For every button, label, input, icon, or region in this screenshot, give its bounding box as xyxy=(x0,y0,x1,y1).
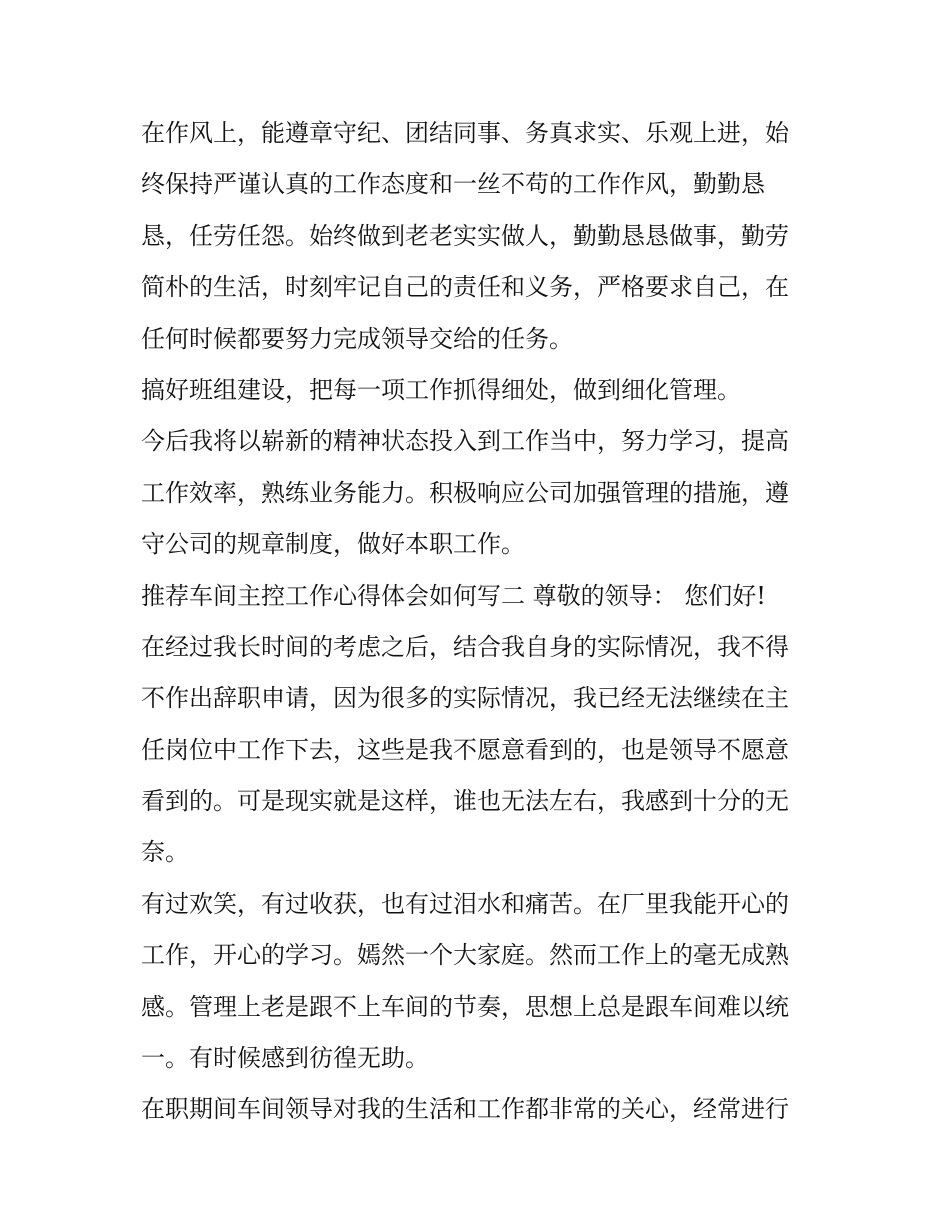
text-line: 简朴的生活，时刻牢记自己的责任和义务，严格要求自己，在 xyxy=(141,273,789,302)
text-line: 有过欢笑，有过收获，也有过泪水和痛苦。在厂里我能开心的 xyxy=(141,889,789,918)
text-line: 奈。 xyxy=(141,838,189,867)
text-line: 在经过我长时间的考虑之后，结合我自身的实际情况，我不得 xyxy=(141,632,789,661)
text-line: 推荐车间主控工作心得体会如何写二 尊敬的领导： 您们好! xyxy=(141,581,766,610)
text-line: 在作风上，能遵章守纪、团结同事、务真求实、乐观上进，始 xyxy=(141,119,789,147)
text-line: 在职期间车间领导对我的生活和工作都非常的关心，经常进行 xyxy=(141,1095,789,1124)
text-line: 终保持严谨认真的工作态度和一丝不苟的工作作风，勤勤恳 xyxy=(141,170,765,199)
text-line: 工作，开心的学习。嫣然一个大家庭。然而工作上的毫无成熟 xyxy=(141,941,789,970)
text-line: 今后我将以崭新的精神状态投入到工作当中，努力学习，提高 xyxy=(141,427,789,456)
text-line: 感。管理上老是跟不上车间的节奏，思想上总是跟车间难以统 xyxy=(141,992,789,1021)
text-line: 恳，任劳任怨。始终做到老老实实做人，勤勤恳恳做事，勤劳 xyxy=(141,221,789,250)
text-line: 不作出辞职申请，因为很多的实际情况，我已经无法继续在主 xyxy=(141,684,789,713)
text-line: 工作效率，熟练业务能力。积极响应公司加强管理的措施，遵 xyxy=(141,478,789,507)
text-line: 守公司的规章制度，做好本职工作。 xyxy=(141,530,525,559)
text-line: 一。有时候感到彷徨无助。 xyxy=(141,1044,429,1073)
text-line: 任何时候都要努力完成领导交给的任务。 xyxy=(141,324,573,353)
document-body xyxy=(141,108,813,1136)
text-line: 搞好班组建设，把每一项工作抓得细处，做到细化管理。 xyxy=(141,375,741,404)
text-line: 看到的。可是现实就是这样，谁也无法左右，我感到十分的无 xyxy=(141,787,789,816)
text-line: 任岗位中工作下去，这些是我不愿意看到的，也是领导不愿意 xyxy=(141,735,789,764)
